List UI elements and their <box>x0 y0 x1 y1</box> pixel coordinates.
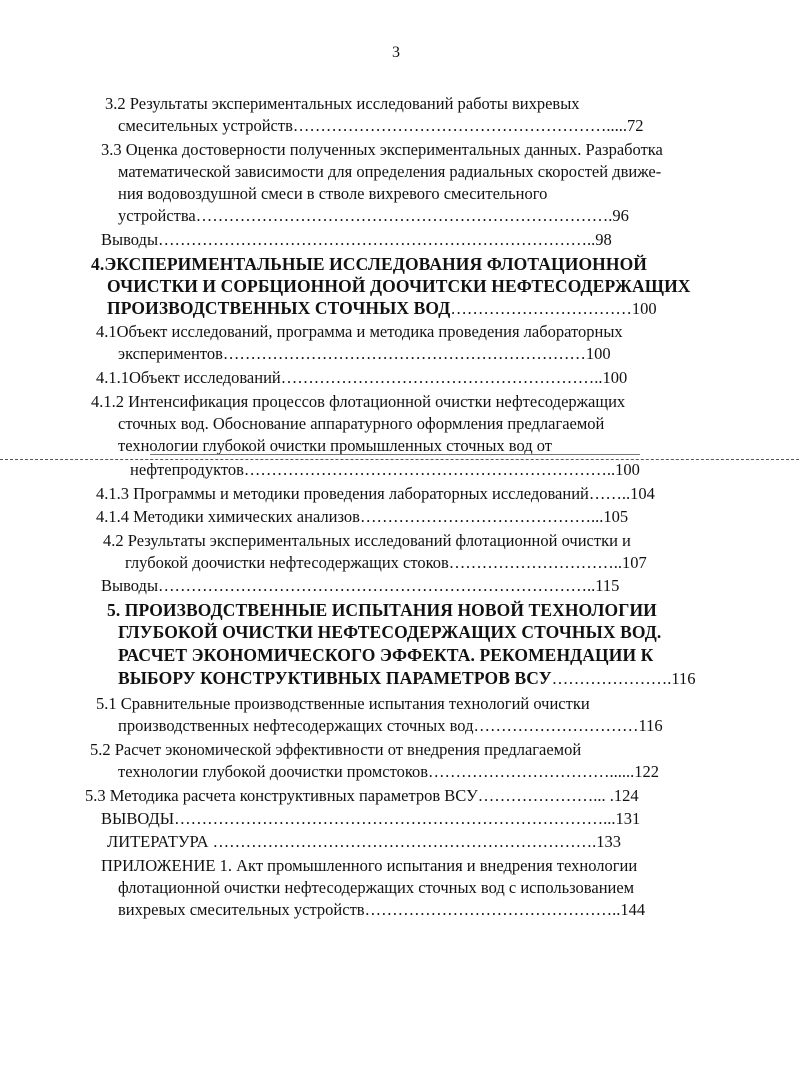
toc-entry-3-3-cont3: устройства………………………………………………………………….96 <box>118 206 629 225</box>
toc-entry-3-3-cont1: математической зависимости для определения радиальных скоростей движе- <box>118 162 662 181</box>
toc-chapter-4-title: 4.ЭКСПЕРИМЕНТАЛЬНЫЕ ИССЛЕДОВАНИЯ ФЛОТАЦИОННОЙ <box>91 254 648 274</box>
toc-entry-3-2: 3.2 Результаты экспериментальных исследований работы вихревых <box>105 94 580 113</box>
toc-entry-conclusions-3: Выводы……………………………………………………………………..98 <box>101 230 612 249</box>
toc-entry-4-2-cont: глубокой доочистки нефтесодержащих стоков…………………………..107 <box>125 553 647 572</box>
toc-entry-5-3: 5.3 Методика расчета конструктивных параметров ВСУ…………………... .124 <box>85 786 639 805</box>
toc-chapter-4-leader: ……………………………100 <box>450 299 657 318</box>
toc-entry-4-1-1: 4.1.1Объект исследований…………………………………………………..100 <box>96 368 628 387</box>
toc-entry-appendix-1-cont2: вихревых смесительных устройств………………………………………..144 <box>118 900 646 919</box>
toc-chapter-5-title-cont3-row <box>118 667 695 690</box>
toc-entry-4-1-4: 4.1.4 Методики химических анализов……………………………………...105 <box>96 507 629 526</box>
toc-entry-4-1-cont: экспериментов…………………………………………………………100 <box>118 344 611 363</box>
toc-entry-5-2: 5.2 Расчет экономической эффективности от внедрения предлагаемой <box>90 740 582 759</box>
toc-entry-4-1-3: 4.1.3 Программы и методики проведения лабораторных исследований……..104 <box>96 484 655 503</box>
toc-chapter-5-leader: ………………….116 <box>551 669 696 688</box>
toc-entry-appendix-1: ПРИЛОЖЕНИЕ 1. Акт промышленного испытания и внедрения технологии <box>101 856 638 875</box>
toc-chapter-4-title-cont2: ПРОИЗВОДСТВЕННЫХ СТОЧНЫХ ВОД <box>107 298 451 318</box>
scan-underline-artifact <box>150 454 640 455</box>
toc-entry-5-1: 5.1 Сравнительные производственные испытания технологий очистки <box>96 694 590 713</box>
toc-entry-3-3-cont2: ния водовоздушной смеси в стволе вихревого смесительного <box>118 184 548 203</box>
toc-chapter-4-title-cont2-row <box>107 297 657 320</box>
toc-entry-5-1-cont: производственных нефтесодержащих сточных вод…………………………116 <box>118 716 663 735</box>
toc-entry-appendix-1-cont1: флотационной очистки нефтесодержащих сточных вод с использованием <box>118 878 635 897</box>
toc-chapter-5-title-cont2: РАСЧЕТ ЭКОНОМИЧЕСКОГО ЭФФЕКТА. РЕКОМЕНДАЦИИ К <box>118 645 654 665</box>
toc-entry-4-1-2-cont3: нефтепродуктов…………………………………………………………..100 <box>130 460 640 479</box>
toc-entry-4-1-2-cont1: сточных вод. Обоснование аппаратурного оформления предлагаемой <box>118 414 605 433</box>
toc-chapter-4-title-cont1: ОЧИСТКИ И СОРБЦИОННОЙ ДООЧИТСКИ НЕФТЕСОДЕРЖАЩИХ <box>107 276 691 296</box>
toc-entry-4-2: 4.2 Результаты экспериментальных исследований флотационной очистки и <box>103 531 631 550</box>
toc-chapter-5-title-cont3: ВЫБОРУ КОНСТРУКТИВНЫХ ПАРАМЕТРОВ ВСУ <box>118 668 552 688</box>
toc-entry-conclusions-4: Выводы……………………………………………………………………..115 <box>101 576 620 595</box>
page-number: 3 <box>392 44 400 61</box>
toc-entry-conclusions-final: ВЫВОДЫ……………………………………………………………………...131 <box>101 809 641 828</box>
toc-entry-4-1-2-cont2: технологии глубокой очистки промышленных сточных вод от <box>118 436 553 455</box>
toc-entry-3-2-cont: смесительных устройств………………………………………………….....72 <box>118 116 644 135</box>
toc-entry-5-2-cont: технологии глубокой доочистки промстоков……………………………......122 <box>118 762 660 781</box>
toc-chapter-5-title: 5. ПРОИЗВОДСТВЕННЫЕ ИСПЫТАНИЯ НОВОЙ ТЕХНОЛОГИИ <box>107 600 657 620</box>
toc-entry-4-1: 4.1Объект исследований, программа и методика проведения лабораторных <box>96 322 623 341</box>
toc-entry-literature: ЛИТЕРАТУРА …………………………………………………………….133 <box>107 832 622 851</box>
toc-chapter-5-title-cont1: ГЛУБОКОЙ ОЧИСТКИ НЕФТЕСОДЕРЖАЩИХ СТОЧНЫХ ВОД. <box>118 622 662 642</box>
toc-entry-3-3: 3.3 Оценка достоверности полученных экспериментальных данных. Разработка <box>101 140 663 159</box>
toc-entry-4-1-2: 4.1.2 Интенсификация процессов флотационной очистки нефтесодержащих <box>91 392 626 411</box>
